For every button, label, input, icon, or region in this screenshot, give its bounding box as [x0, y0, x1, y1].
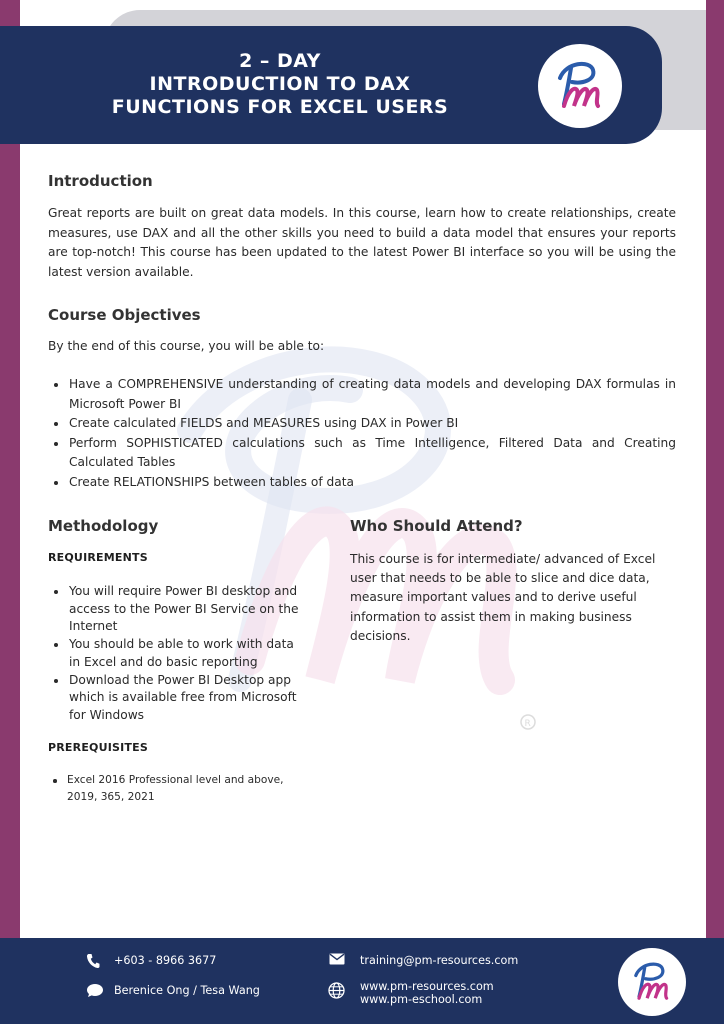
- pm-logo: [538, 44, 622, 128]
- objectives-list: [48, 375, 676, 493]
- title-line-3: FUNCTIONS FOR EXCEL USERS: [111, 96, 449, 118]
- requirements-label: REQUIREMENTS: [48, 551, 148, 564]
- list-item: Create calculated FIELDS and MEASURES using DAX in Power BI: [48, 414, 676, 434]
- chat-icon: [86, 983, 104, 998]
- mail-icon: [329, 953, 345, 965]
- globe-icon: [328, 982, 345, 999]
- list-item: You should be able to work with data in Excel and do basic reporting: [48, 636, 308, 671]
- title-line-2: INTRODUCTION TO DAX: [149, 73, 411, 95]
- list-item: You will require Power BI desktop and access to the Power BI Service on the Internet: [48, 583, 308, 636]
- list-item: Have a COMPREHENSIVE understanding of creating data models and developing DAX formulas in Microsoft Power BI: [48, 375, 676, 414]
- list-item: Download the Power BI Desktop app which is available free from Microsoft for Windows: [48, 672, 308, 725]
- phone-number[interactable]: +603 - 8966 3677: [114, 954, 217, 967]
- requirements-list: [48, 583, 308, 725]
- title-line-1: 2 – DAY: [239, 50, 321, 72]
- pm-logo-icon: [618, 948, 686, 1016]
- list-item: Perform SOPHISTICATED calculations such as Time Intelligence, Filtered Data and Creating Calculated Tables: [48, 434, 676, 473]
- footer: [0, 938, 724, 1024]
- footer-pm-logo: [618, 948, 686, 1016]
- introduction-text: Great reports are built on great data models. In this course, learn how to create relationships, create measures, use DAX and all the other skills you need to build a data model that ensures your reports are top-notch! This course has been updated to the latest Power BI interface so you will be using the latest version available.: [48, 206, 676, 279]
- introduction-heading: Introduction: [48, 172, 153, 190]
- contact-names: Berenice Ong / Tesa Wang: [114, 984, 260, 997]
- website-link-2[interactable]: www.pm-eschool.com: [360, 993, 483, 1006]
- phone-icon: [86, 953, 100, 969]
- who-should-attend-text: This course is for intermediate/ advanced of Excel user that needs to be able to slice and dice data, measure important values and to derive useful information to assist them in making business decisions.: [350, 552, 656, 643]
- email-link[interactable]: training@pm-resources.com: [360, 954, 519, 967]
- prerequisites-list: [48, 772, 308, 806]
- objectives-lead: By the end of this course, you will be able to:: [48, 339, 325, 353]
- objectives-heading: Course Objectives: [48, 306, 201, 324]
- list-item: Excel 2016 Professional level and above, 2019, 365, 2021: [48, 772, 308, 806]
- svg-text:R: R: [524, 719, 531, 729]
- methodology-heading: Methodology: [48, 517, 159, 535]
- prerequisites-label: PREREQUISITES: [48, 741, 148, 754]
- website-link-1[interactable]: www.pm-resources.com: [360, 980, 494, 993]
- pm-logo-icon: [538, 44, 622, 128]
- list-item: Create RELATIONSHIPS between tables of data: [48, 473, 676, 493]
- who-should-attend-heading: Who Should Attend?: [350, 517, 523, 535]
- course-title: [80, 50, 480, 119]
